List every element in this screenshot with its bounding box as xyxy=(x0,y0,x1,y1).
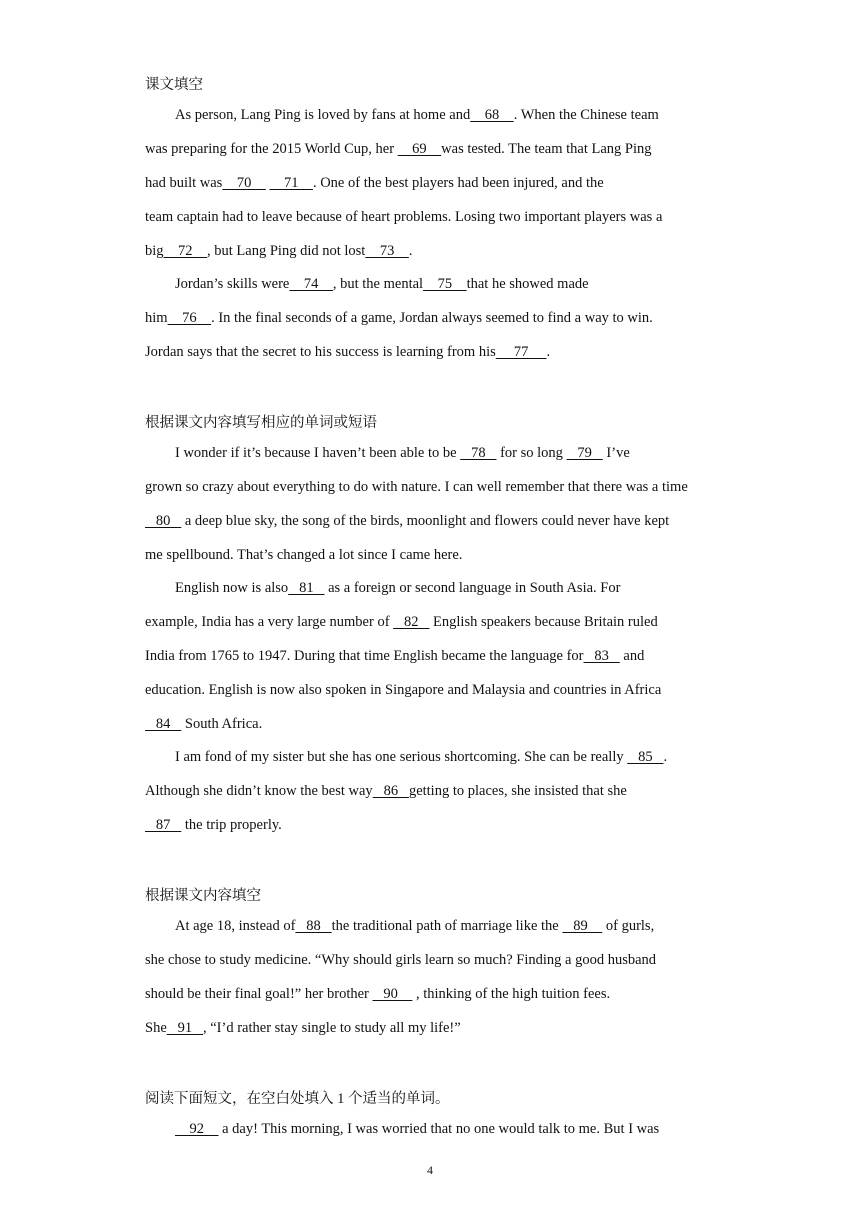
blank-92: 92 xyxy=(175,1121,219,1137)
blank-83: 83 xyxy=(583,648,620,664)
text-line xyxy=(175,276,589,293)
text-segment: I’ve xyxy=(602,445,630,461)
text-segment: example, India has a very large number of xyxy=(145,614,394,630)
text-line xyxy=(145,1020,461,1037)
text-segment: . xyxy=(408,243,413,259)
text-segment: was tested. The team that Lang Ping xyxy=(441,141,652,157)
text-segment: . xyxy=(663,749,668,765)
text-segment: that he showed made xyxy=(466,276,589,292)
page-number: 4 xyxy=(427,1163,433,1177)
section-heading: 根据课文内容填写相应的单词或短语 xyxy=(145,415,377,431)
section-heading: 课文填空 xyxy=(145,77,203,93)
text-segment: the traditional path of marriage like the xyxy=(331,918,563,934)
blank-74: 74 xyxy=(289,276,333,292)
text-segment: As person, Lang Ping is loved by fans at home and xyxy=(175,107,471,123)
text-segment: , thinking of the high tuition fees. xyxy=(412,986,611,1002)
blank-72: 72 xyxy=(163,243,208,259)
text-line xyxy=(175,918,654,935)
text-segment: . One of the best players had been injured, and the xyxy=(312,175,604,191)
text-line xyxy=(145,344,550,361)
blank-90: 90 xyxy=(372,986,413,1002)
text-segment: She xyxy=(145,1020,167,1036)
blank-76: 76 xyxy=(167,310,212,326)
blank-88: 88 xyxy=(295,918,332,934)
text-segment: South Africa. xyxy=(181,716,263,732)
text-line xyxy=(145,310,653,327)
blank-87: 87 xyxy=(145,817,182,833)
text-segment: was preparing for the 2015 World Cup, her xyxy=(145,141,398,157)
text-line: team captain had to leave because of heart problems. Losing two important players was a xyxy=(145,209,663,225)
text-line xyxy=(145,614,658,631)
text-segment: , but Lang Ping did not lost xyxy=(207,243,366,259)
blank-85: 85 xyxy=(627,749,664,765)
text-line xyxy=(145,175,604,192)
blank-78: 78 xyxy=(460,445,497,461)
text-segment: getting to places, she insisted that she xyxy=(408,783,627,799)
text-segment: of gurls, xyxy=(602,918,655,934)
text-line xyxy=(145,513,669,530)
blank-84: 84 xyxy=(145,716,182,732)
text-segment: as a foreign or second language in South Asia. For xyxy=(324,580,621,596)
section-heading: 根据课文内容填空 xyxy=(145,888,261,904)
text-segment: At age 18, instead of xyxy=(175,918,296,934)
text-segment: Although she didn’t know the best way xyxy=(145,783,373,799)
blank-81: 81 xyxy=(288,580,325,596)
text-line xyxy=(145,986,610,1003)
blank-75: 75 xyxy=(423,276,467,292)
text-line xyxy=(145,817,282,834)
text-segment: I wonder if it’s because I haven’t been able to be xyxy=(175,445,461,461)
blank-68: 68 xyxy=(470,107,514,123)
blank-69: 69 xyxy=(397,141,442,157)
blank-89: 89 xyxy=(562,918,603,934)
blank-80: 80 xyxy=(145,513,182,529)
text-line xyxy=(145,243,412,260)
text-segment: him xyxy=(145,310,168,326)
blank-73: 73 xyxy=(365,243,409,259)
text-segment: a deep blue sky, the song of the birds, moonlight and flowers could never have kept xyxy=(181,513,670,529)
text-segment: and xyxy=(619,648,645,664)
text-line xyxy=(175,1121,659,1138)
blank-71: 71 xyxy=(269,175,313,191)
text-segment: big xyxy=(145,243,164,259)
text-segment: the trip properly. xyxy=(181,817,282,833)
text-line xyxy=(145,716,262,733)
blank-70: 70 xyxy=(222,175,266,191)
text-line: education. English is now also spoken in Singapore and Malaysia and countries in Africa xyxy=(145,682,662,698)
text-line: she chose to study medicine. “Why should girls learn so much? Finding a good husband xyxy=(145,952,657,968)
text-segment: should be their final goal!” her brother xyxy=(145,986,373,1002)
text-line xyxy=(145,141,652,158)
text-segment: had built was xyxy=(145,175,223,191)
text-segment: Jordan says that the secret to his success is learning from his xyxy=(145,344,496,360)
text-segment: Jordan’s skills were xyxy=(175,276,290,292)
text-line xyxy=(175,580,620,597)
text-segment: . In the final seconds of a game, Jordan always seemed to find a way to win. xyxy=(211,310,653,326)
text-line xyxy=(175,749,667,766)
blank-91: 91 xyxy=(166,1020,203,1036)
text-segment: for so long xyxy=(496,445,567,461)
text-line xyxy=(145,783,627,800)
text-segment: . When the Chinese team xyxy=(513,107,659,123)
section-heading: 阅读下面短文，在空白处填入 1 个适当的单词。 xyxy=(145,1091,450,1107)
text-line xyxy=(175,445,630,462)
text-segment: I am fond of my sister but she has one serious shortcoming. She can be really xyxy=(175,749,628,765)
blank-79: 79 xyxy=(566,445,603,461)
text-line: grown so crazy about everything to do with nature. I can well remember that there was a time xyxy=(145,479,688,495)
text-segment: . xyxy=(546,344,551,360)
text-segment: a day! This morning, I was worried that no one would talk to me. But I was xyxy=(218,1121,660,1137)
blank-77: 77 xyxy=(495,344,547,360)
text-line xyxy=(145,648,644,665)
text-segment: English speakers because Britain ruled xyxy=(429,614,658,630)
blank-86: 86 xyxy=(372,783,409,799)
text-segment: English now is also xyxy=(175,580,289,596)
text-segment: , but the mental xyxy=(332,276,424,292)
text-segment: India from 1765 to 1947. During that time English became the language for xyxy=(145,648,584,664)
text-line xyxy=(175,107,659,124)
text-segment: , “I’d rather stay single to study all my life!” xyxy=(203,1020,461,1036)
blank-82: 82 xyxy=(393,614,430,630)
text-line: me spellbound. That’s changed a lot since I came here. xyxy=(145,547,463,563)
